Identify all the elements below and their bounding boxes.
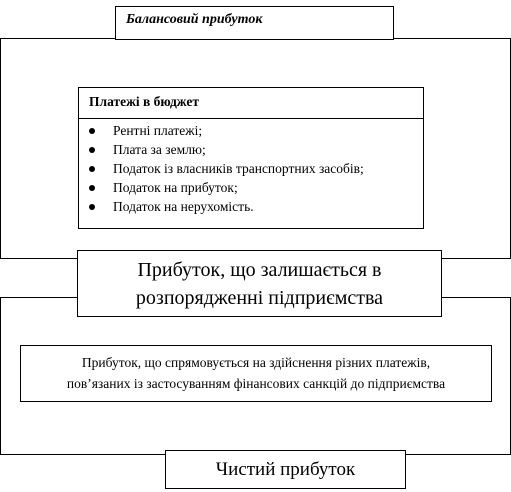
- bullet-icon: [89, 166, 95, 172]
- list-item: [87, 197, 423, 216]
- balance-profit-title: Балансовий прибуток: [126, 12, 263, 27]
- budget-payments-title: Платежі в бюджет: [79, 88, 423, 119]
- bullet-icon: [89, 204, 95, 210]
- bullet-icon: [89, 128, 95, 134]
- net-profit-title: Чистий прибуток: [215, 459, 356, 480]
- remaining-profit-line-1: Прибуток, що залишається в: [137, 259, 382, 281]
- remaining-profit-box: [77, 250, 442, 317]
- list-item: [87, 178, 423, 197]
- list-item-label: Податок на прибуток;: [113, 180, 238, 195]
- list-item: [87, 159, 423, 178]
- list-item-label: Плата за землю;: [113, 142, 206, 157]
- budget-payments-box: [78, 87, 424, 229]
- list-item-label: Рентні платежі;: [113, 123, 203, 138]
- bullet-icon: [89, 147, 95, 153]
- list-item-label: Податок із власників транспортних засобів;: [113, 161, 364, 176]
- net-profit-box: [165, 450, 406, 489]
- list-item-label: Податок на нерухомість.: [113, 199, 254, 214]
- sanctions-line-2: пов’язаних із застосуванням фінансових санкцій до підприємства: [66, 376, 446, 391]
- sanctions-payments-box: [20, 345, 492, 402]
- balance-profit-box: [115, 6, 394, 40]
- sanctions-line-1: Прибуток, що спрямовується на здійснення різних платежів,: [81, 355, 431, 370]
- list-item: [87, 121, 423, 140]
- budget-payments-list: [79, 119, 423, 216]
- list-item: [87, 140, 423, 159]
- remaining-profit-line-2: розпорядженні підприємства: [135, 287, 384, 309]
- bullet-icon: [89, 185, 95, 191]
